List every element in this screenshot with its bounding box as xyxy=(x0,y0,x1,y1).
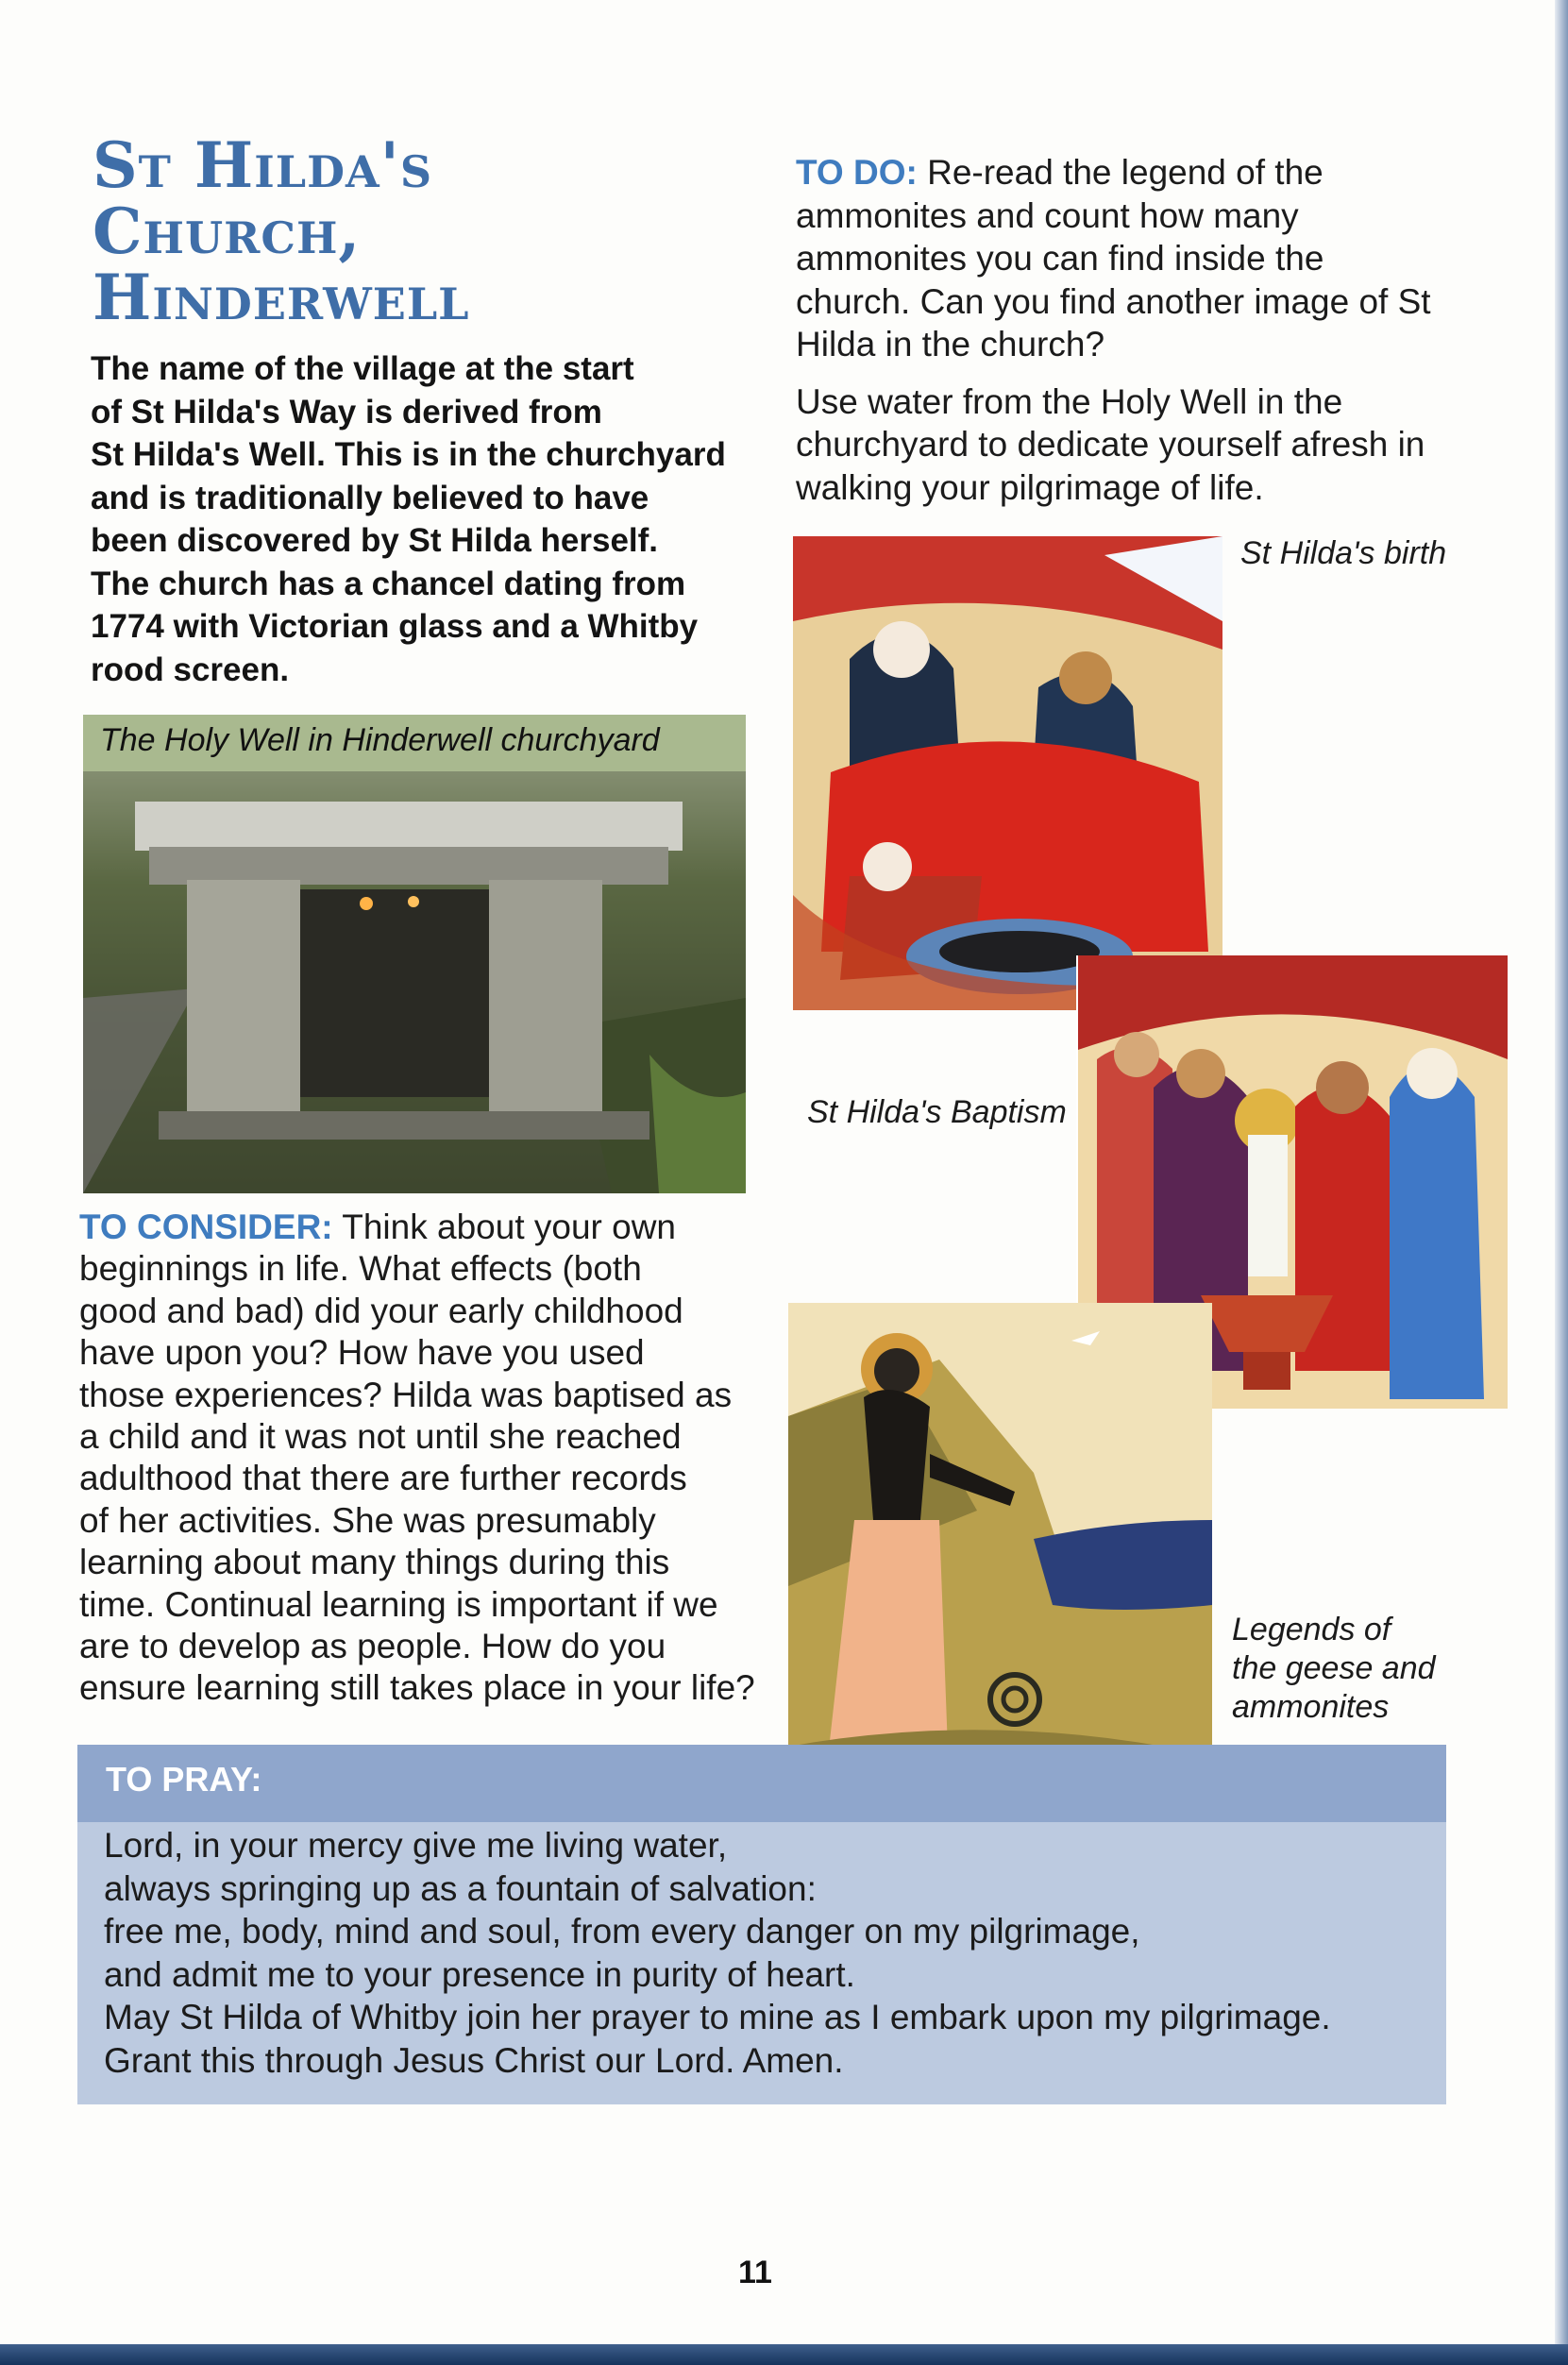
birth-icon xyxy=(793,536,1222,1010)
to-consider-section xyxy=(79,1207,759,1710)
holy-well-photo xyxy=(83,715,746,1193)
to-do-section xyxy=(796,151,1468,523)
intro-line: St Hilda's Well. This is in the churchyard xyxy=(91,436,726,473)
ammonites-icon-image xyxy=(788,1303,1212,1784)
page-number: 11 xyxy=(738,2255,772,2290)
prayer-line: Lord, in your mercy give me living water, xyxy=(104,1826,728,1865)
consider-line: those experiences? Hilda was baptised as xyxy=(79,1375,733,1414)
intro-line: The name of the village at the start xyxy=(91,350,634,387)
intro-paragraph xyxy=(91,347,742,691)
page-edge xyxy=(1555,0,1568,2365)
prayer-line: free me, body, mind and soul, from every danger on my pilgrimage, xyxy=(104,1912,1140,1951)
consider-line: learning about many things during this xyxy=(79,1543,670,1582)
consider-line: Think about your own xyxy=(342,1208,677,1246)
birth-caption: St Hilda's birth xyxy=(1240,535,1447,571)
to-pray-box xyxy=(77,1745,1446,2104)
intro-line: rood screen. xyxy=(91,650,290,688)
to-do-paragraph-2 xyxy=(796,380,1468,510)
consider-line: time. Continual learning is important if we xyxy=(79,1584,718,1624)
ammonites-caption xyxy=(1232,1611,1458,1727)
consider-line: are to develop as people. How do you xyxy=(79,1627,666,1666)
to-do-line: Hilda in the church? xyxy=(796,325,1105,363)
to-pray-header xyxy=(77,1745,1446,1822)
to-do-line: churchyard to dedicate yourself afresh in xyxy=(796,425,1425,464)
page-bottom-edge xyxy=(0,2344,1568,2365)
intro-line: and is traditionally believed to have xyxy=(91,479,649,516)
ammonites-caption-line: Legends of xyxy=(1232,1612,1391,1647)
consider-line: a child and it was not until she reached xyxy=(79,1417,682,1457)
title-line: St Hilda's xyxy=(93,128,433,202)
to-do-label: TO DO: xyxy=(796,153,918,192)
prayer-text xyxy=(104,1824,1435,2083)
consider-line: ensure learning still takes place in your life? xyxy=(79,1668,755,1708)
birth-icon-image xyxy=(793,536,1222,1010)
to-do-line: ammonites you can find inside the xyxy=(796,239,1324,278)
intro-line: 1774 with Victorian glass and a Whitby xyxy=(91,608,699,645)
title-line: Hinderwell xyxy=(93,261,470,334)
photo-caption: The Holy Well in Hinderwell churchyard xyxy=(100,722,660,758)
prayer-line: Grant this through Jesus Christ our Lord. Amen. xyxy=(104,2040,844,2080)
to-do-paragraph xyxy=(796,151,1468,366)
consider-line: have upon you? How have you used xyxy=(79,1333,645,1373)
page-title xyxy=(93,128,697,334)
intro-line: The church has a chancel dating from xyxy=(91,565,686,602)
holy-well-illustration xyxy=(83,715,746,1193)
to-do-line: church. Can you find another image of St xyxy=(796,281,1431,321)
to-do-line: Re-read the legend of the xyxy=(927,153,1324,192)
intro-line: of St Hilda's Way is derived from xyxy=(91,393,602,431)
prayer-line: always springing up as a fountain of salvation: xyxy=(104,1868,817,1908)
consider-line: beginnings in life. What effects (both xyxy=(79,1249,642,1289)
consider-line: adulthood that there are further records xyxy=(79,1459,687,1498)
ammonites-caption-line: ammonites xyxy=(1232,1689,1390,1725)
to-consider-label: TO CONSIDER: xyxy=(79,1208,333,1246)
ammonites-caption-line: the geese and xyxy=(1232,1650,1436,1686)
to-do-line: Use water from the Holy Well in the xyxy=(796,381,1343,421)
title-line: Church, xyxy=(93,194,362,268)
intro-line: been discovered by St Hilda herself. xyxy=(91,522,659,559)
baptism-caption: St Hilda's Baptism xyxy=(807,1094,1067,1130)
consider-line: of her activities. She was presumably xyxy=(79,1500,656,1540)
to-pray-label: TO PRAY: xyxy=(106,1760,262,1799)
to-do-line: ammonites and count how many xyxy=(796,195,1299,235)
prayer-line: May St Hilda of Whitby join her prayer to mine as I embark upon my pilgrimage. xyxy=(104,1998,1331,2037)
ammonites-icon xyxy=(788,1303,1212,1784)
to-do-line: walking your pilgrimage of life. xyxy=(796,467,1264,507)
prayer-line: and admit me to your presence in purity of heart. xyxy=(104,1954,855,1994)
consider-line: good and bad) did your early childhood xyxy=(79,1291,683,1330)
